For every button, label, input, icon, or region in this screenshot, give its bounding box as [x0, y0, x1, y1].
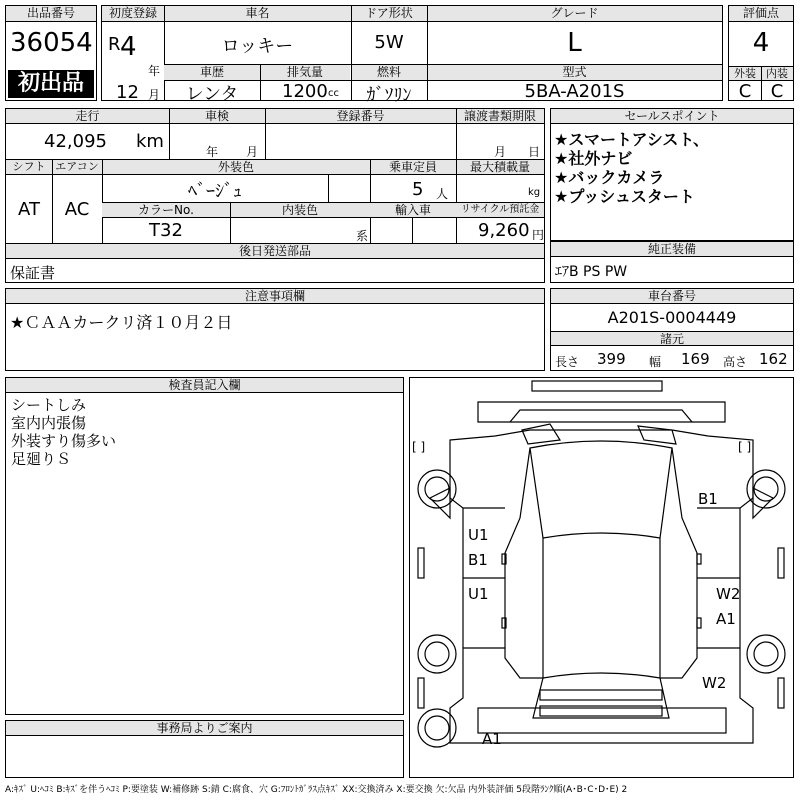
bracket-left: [ ] — [412, 440, 426, 454]
ac-label: エアコン — [52, 160, 102, 175]
height-label: 高さ — [723, 355, 748, 369]
inspector-notes — [11, 396, 116, 468]
caution-label: 注意事項欄 — [6, 289, 544, 304]
reg-month: 12 — [116, 82, 139, 103]
colorno-label: カラーNo. — [102, 203, 230, 218]
damage-mark: A1 — [716, 610, 736, 628]
grade-label: グレード — [427, 6, 722, 22]
mileage: 42,095 — [44, 131, 107, 152]
ext-label: 外装 — [729, 67, 761, 81]
score-label: 評価点 — [729, 6, 793, 22]
capacity: 5 — [412, 179, 424, 200]
door-type: 5W — [374, 32, 404, 53]
damage-mark: W2 — [716, 585, 741, 603]
score-box — [728, 5, 794, 101]
int-grade: C — [770, 81, 784, 102]
int-label: 内装 — [761, 67, 793, 81]
details-box — [5, 108, 545, 283]
equipment-box — [550, 241, 794, 283]
recycle-fee: 9,260 — [478, 220, 530, 241]
lot-number: 36054 — [10, 28, 93, 58]
shipping-parts: 保証書 — [10, 264, 56, 282]
model-label: 型式 — [427, 65, 722, 80]
inspector-box — [5, 377, 404, 715]
lot-label: 出品番号 — [6, 6, 96, 22]
chassis-label: 車台番号 — [551, 289, 793, 304]
era: R — [108, 34, 121, 55]
door-label: ドア形状 — [351, 6, 427, 22]
car-name-label: 車名 — [164, 6, 351, 22]
inspect-year-unit: 年 — [206, 145, 219, 159]
reg-year: 4 — [120, 32, 137, 62]
capacity-label: 乗車定員 — [370, 160, 456, 175]
legend: A:ｷｽﾞ U:ﾍｺﾐ B:ｷｽﾞを伴うﾍｺﾐ P:要塗装 W:補修跡 S:錆 C:腐食、穴 G:ﾌﾛﾝﾄｶﾞﾗｽ点ｷｽﾞ XX:交換済み X:要交換 欠:欠品 内外装評価 5段階ﾗﾝｸ順(A･B･C･D･E) 2 — [5, 785, 628, 795]
displacement: 1200 — [282, 81, 328, 102]
load-label: 最大積載量 — [456, 160, 544, 175]
import-label: 輸入車 — [370, 203, 456, 218]
damage-mark: U1 — [468, 526, 489, 544]
equipment: ｴｱB PS PW — [555, 264, 628, 280]
intcolor-unit: 系 — [356, 229, 369, 243]
car-outline-drawing — [410, 378, 793, 777]
bracket-right: [ ] — [738, 440, 752, 454]
mileage-label: 走行 — [6, 109, 169, 124]
transfer-day-unit: 日 — [528, 145, 541, 159]
width: 169 — [681, 350, 710, 368]
load-unit: kg — [528, 187, 541, 198]
shipping-label: 後日発送部品 — [6, 244, 544, 259]
color-label: 外装色 — [102, 160, 370, 175]
vehicle-header-box — [101, 5, 723, 106]
car-name: ロッキー — [221, 36, 294, 57]
inspect-label: 車検 — [169, 109, 265, 124]
history: レンタ — [185, 84, 239, 105]
mileage-unit: km — [136, 131, 164, 152]
caution-text: ★ＣＡＡカークリ済１０月２日 — [10, 313, 233, 332]
damage-mark: B1 — [468, 551, 488, 569]
transfer-month-unit: 月 — [494, 145, 507, 159]
model: 5BA-A201S — [524, 81, 625, 102]
shift-label: シフト — [6, 160, 52, 175]
exterior-color: ﾍﾞｰｼﾞｭ — [188, 181, 242, 202]
sales-points-box — [550, 108, 794, 241]
caution-box — [5, 288, 545, 371]
regno-label: 登録番号 — [265, 109, 456, 124]
office-label: 事務局よりご案内 — [6, 721, 403, 736]
history-label: 車歴 — [164, 65, 260, 80]
car-diagram — [409, 377, 794, 778]
inspector-note: 足廻りＳ — [11, 450, 72, 468]
damage-mark: A1 — [482, 730, 502, 748]
chassis-box — [550, 288, 794, 371]
sales-point: ★プッシュスタート — [554, 187, 695, 206]
intcolor-label: 内装色 — [230, 203, 370, 218]
disp-unit: cc — [328, 88, 339, 99]
damage-mark: W2 — [702, 674, 727, 692]
sales-point: ★バックカメラ — [554, 168, 665, 187]
grade: L — [567, 28, 582, 58]
year-unit: 年 — [148, 64, 161, 78]
capacity-unit: 人 — [436, 187, 449, 201]
lot-number-box — [5, 5, 97, 101]
fuel: ｶﾞｿﾘﾝ — [366, 85, 412, 106]
height: 162 — [759, 350, 788, 368]
transfer-label: 譲渡書類期限 — [456, 109, 544, 124]
sales-point: ★スマートアシスト、 — [554, 130, 709, 149]
reg-label: 初度登録 — [102, 6, 164, 22]
length: 399 — [597, 350, 626, 368]
score: 4 — [752, 28, 770, 58]
length-label: 長さ — [555, 355, 580, 369]
inspector-label: 検査員記入欄 — [6, 378, 403, 393]
inspector-note: シートしみ — [11, 396, 87, 414]
sales-point: ★社外ナビ — [554, 149, 633, 168]
recycle-unit: 円 — [532, 228, 545, 242]
first-listing-badge: 初出品 — [8, 70, 94, 98]
recycle-label: リサイクル預託金 — [456, 203, 544, 218]
chassis-number: A201S-0004449 — [607, 308, 737, 327]
spec-label: 諸元 — [551, 332, 793, 346]
shift: AT — [18, 199, 40, 220]
inspector-note: 室内内張傷 — [11, 414, 87, 432]
ext-grade: C — [738, 81, 752, 102]
disp-label: 排気量 — [260, 65, 350, 80]
width-label: 幅 — [649, 355, 662, 369]
sales-points-list — [554, 130, 709, 206]
ac: AC — [64, 199, 90, 220]
month-unit: 月 — [148, 88, 161, 102]
damage-mark: B1 — [698, 490, 718, 508]
inspect-month-unit: 月 — [246, 145, 259, 159]
damage-mark: U1 — [468, 585, 489, 603]
office-box — [5, 720, 404, 778]
equip-label: 純正装備 — [551, 242, 793, 257]
sales-label: セールスポイント — [551, 109, 793, 124]
inspector-note: 外装すり傷多い — [11, 432, 117, 450]
fuel-label: 燃料 — [351, 65, 427, 80]
color-no: T32 — [149, 220, 183, 241]
